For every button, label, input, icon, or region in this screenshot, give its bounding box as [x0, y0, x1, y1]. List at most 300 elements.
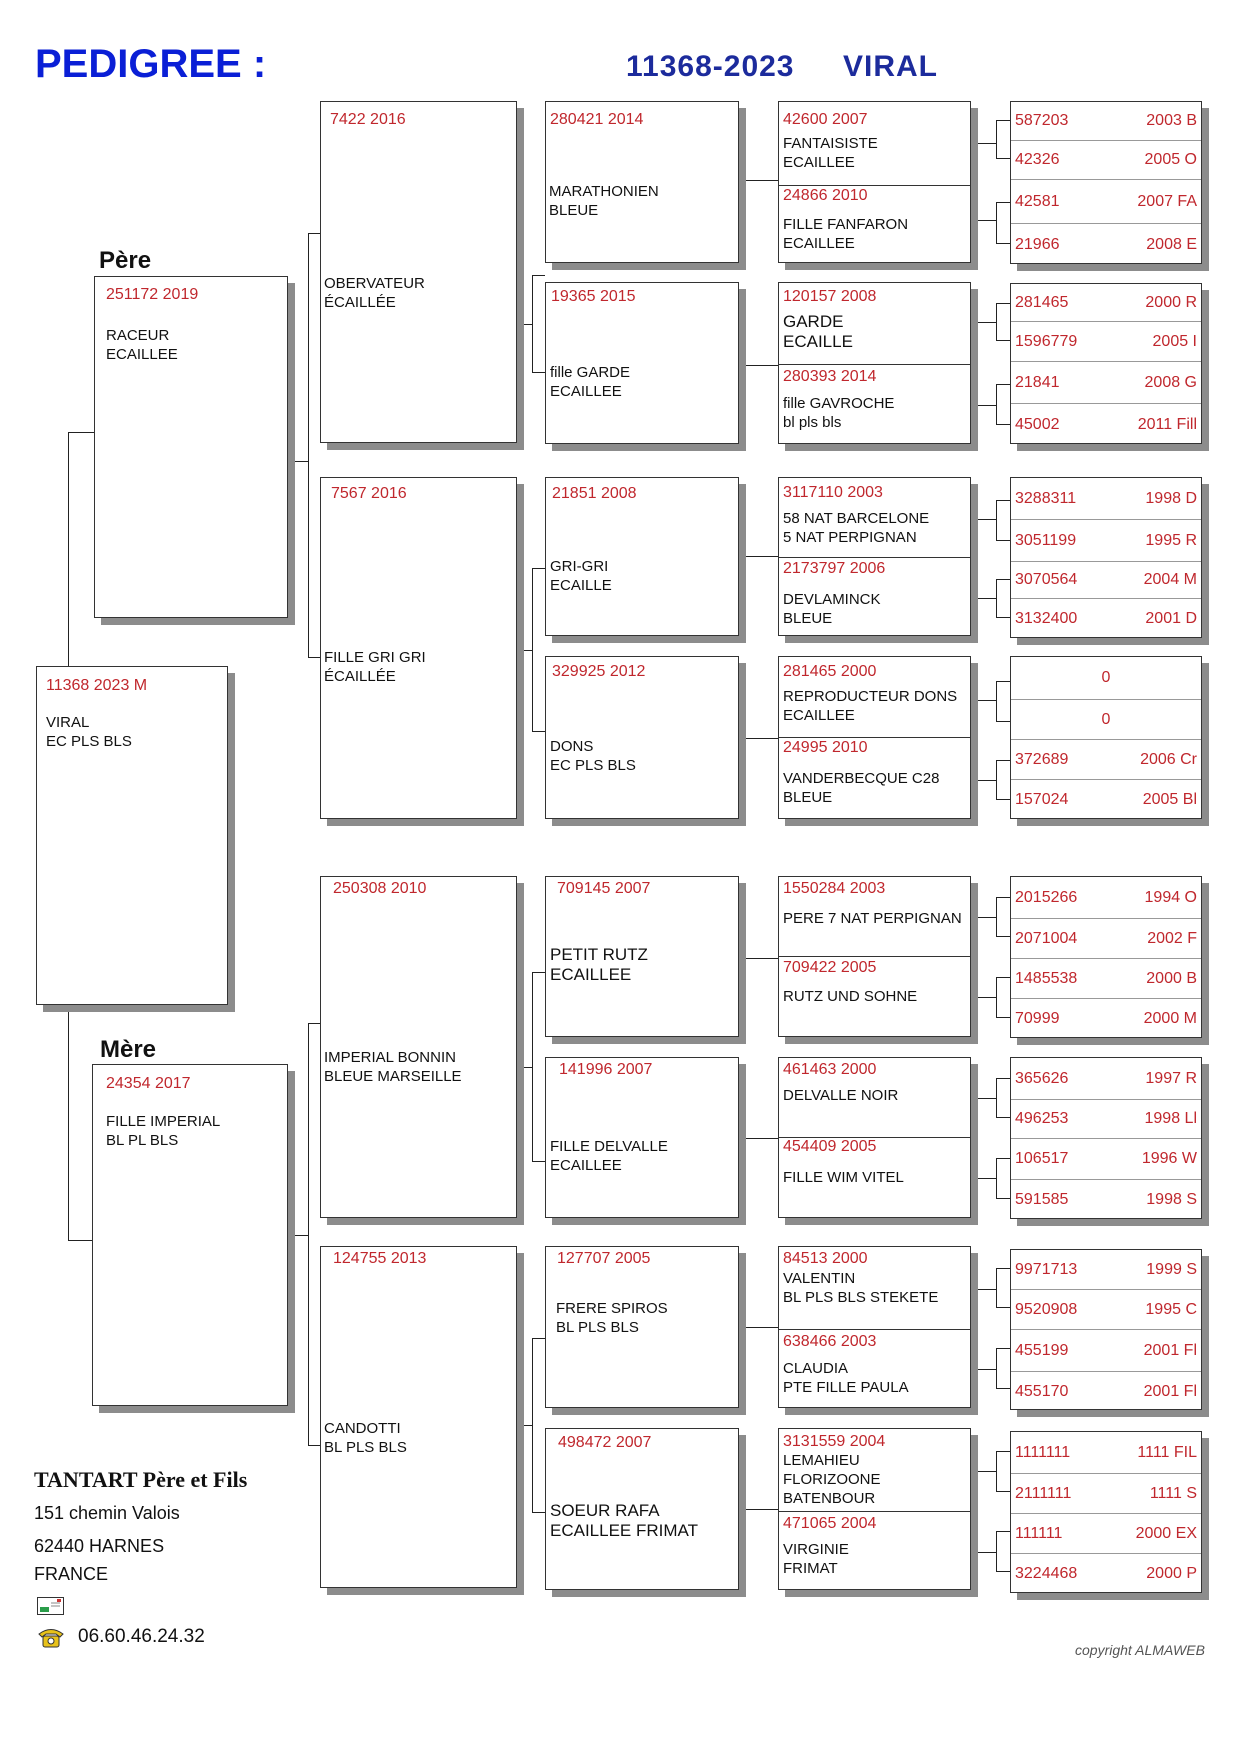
- gen5-ring: 587203: [1015, 112, 1069, 129]
- mother-label: Mère: [100, 1036, 157, 1063]
- connector-line: [996, 202, 997, 243]
- gen5-ring: 42581: [1015, 192, 1060, 210]
- gen4-ring: 281465 2000: [783, 663, 877, 680]
- connector-line: [996, 1198, 1010, 1199]
- gen5-row: [1011, 179, 1201, 223]
- ggp-text: SOEUR RAFA ECAILLEE FRIMAT: [550, 1501, 698, 1540]
- gen5-row: [1011, 699, 1201, 739]
- connector-line: [68, 432, 69, 666]
- gen5-row: [1011, 321, 1201, 361]
- gen5-year: 2005 I: [1152, 332, 1197, 350]
- grandparent-ring: 124755 2013: [333, 1250, 427, 1267]
- connector-line: [745, 365, 778, 366]
- ggp-text: fille GARDE ECAILLEE: [550, 364, 631, 400]
- connector-line: [977, 143, 996, 144]
- gen5-ring: 1596779: [1015, 332, 1078, 350]
- gen4-text: VANDERBECQUE C28 BLEUE: [783, 770, 940, 806]
- connector-line: [996, 1388, 1010, 1389]
- gen4-ring: 2173797 2006: [783, 560, 886, 577]
- ggp-box: [545, 876, 739, 1037]
- connector-line: [996, 120, 997, 158]
- gen5-year: 2005 O: [1144, 151, 1197, 168]
- father-ring: 251172 2019: [106, 286, 199, 303]
- ggp-ring: 141996 2007: [559, 1061, 653, 1078]
- connector-line: [996, 977, 1010, 978]
- gen5-ring: 1111111: [1015, 1443, 1071, 1461]
- connector-line: [996, 500, 1010, 501]
- gen5-row: [1011, 1329, 1201, 1371]
- connector-line: [996, 1078, 997, 1117]
- ggp-box: [545, 656, 739, 819]
- connector-line: [532, 1338, 545, 1339]
- connector-line: [996, 977, 997, 1017]
- connector-line: [996, 1531, 997, 1571]
- gen4-ring: 120157 2008: [783, 288, 877, 305]
- connector-line: [532, 1161, 545, 1162]
- connector-line: [308, 1023, 309, 1445]
- gen5-ring: 42326: [1015, 151, 1060, 168]
- gen5-year: 1996 W: [1141, 1150, 1197, 1167]
- connector-line: [532, 372, 545, 373]
- connector-line: [745, 1138, 778, 1139]
- connector-line: [532, 275, 545, 276]
- connector-line: [996, 1348, 997, 1388]
- gen5-box: [1010, 656, 1202, 819]
- connector-line: [996, 1451, 997, 1491]
- ggp-ring: 19365 2015: [551, 288, 636, 305]
- gen4-cell: [779, 102, 970, 185]
- gen4-text: REPRODUCTEUR DONS ECAILLEE: [783, 688, 958, 724]
- gen5-year: 2002 F: [1147, 929, 1197, 947]
- connector-line: [532, 1512, 545, 1513]
- subject-text: VIRAL EC PLS BLS: [46, 714, 132, 750]
- owner-street: 151 chemin Valois: [34, 1503, 180, 1523]
- grandparent-box: [320, 1246, 517, 1588]
- gen5-box: [1010, 283, 1202, 444]
- gen5-ring: 70999: [1015, 1010, 1060, 1027]
- connector-line: [977, 917, 996, 918]
- gen5-year: 2011 Fill: [1137, 415, 1197, 433]
- connector-line: [977, 1552, 996, 1553]
- connector-line: [996, 799, 1010, 800]
- gen4-cell: [779, 1058, 970, 1137]
- gen5-year: 1995 R: [1145, 531, 1197, 549]
- connector-line: [996, 1158, 997, 1198]
- gen4-cell: [779, 1511, 970, 1591]
- gen4-text: VALENTIN BL PLS BLS STEKETE: [783, 1270, 939, 1306]
- connector-line: [977, 780, 996, 781]
- connector-line: [977, 1471, 996, 1472]
- gen5-year: 1111 FIL: [1137, 1443, 1197, 1461]
- gen5-row: [1011, 918, 1201, 958]
- gen5-year: 1999 S: [1146, 1260, 1197, 1278]
- father-label: Père: [99, 247, 152, 274]
- connector-line: [996, 579, 997, 617]
- gen5-box: [1010, 1057, 1202, 1219]
- connector-line: [996, 500, 997, 540]
- gen5-row: [1011, 1058, 1201, 1099]
- gen4-ring: 24866 2010: [783, 187, 868, 204]
- gen5-box: [1010, 876, 1202, 1038]
- connector-line: [308, 233, 320, 234]
- gen5-ring: 3288311: [1015, 489, 1077, 507]
- ggp-box: [545, 1428, 739, 1590]
- gen4-ring: 42600 2007: [783, 111, 868, 128]
- gen5-ring: 455170: [1015, 1382, 1069, 1400]
- gen5-year: 1994 O: [1144, 888, 1197, 906]
- connector-line: [977, 1178, 996, 1179]
- gen4-text: GARDE ECAILLE: [783, 312, 853, 351]
- gen4-cell: [779, 283, 970, 364]
- gen5-year: 2005 Bl: [1142, 791, 1197, 808]
- mother-box: [92, 1064, 288, 1406]
- gen5-year: 1998 Ll: [1144, 1110, 1197, 1127]
- connector-line: [996, 120, 1010, 121]
- ggp-ring: 21851 2008: [552, 485, 637, 502]
- gen4-ring: 454409 2005: [783, 1138, 877, 1155]
- gen4-ring: 461463 2000: [783, 1061, 877, 1078]
- gen5-ring: 106517: [1015, 1150, 1069, 1167]
- gen4-cell: [779, 1137, 970, 1219]
- gen5-year: 1998 D: [1145, 489, 1197, 507]
- ggp-ring: 127707 2005: [557, 1250, 651, 1267]
- gen5-ring: 3132400: [1015, 610, 1078, 627]
- connector-line: [308, 657, 320, 658]
- connector-line: [977, 322, 996, 323]
- ring-number: 11368-2023: [626, 50, 795, 83]
- connector-line: [68, 432, 94, 433]
- gen5-year: 2001 D: [1145, 610, 1197, 627]
- gen5-row: [1011, 657, 1201, 699]
- father-text: RACEUR ECAILLEE: [106, 327, 178, 363]
- page-title: PEDIGREE :: [35, 42, 267, 86]
- owner-name: TANTART Père et Fils: [34, 1467, 248, 1492]
- ggp-ring: 709145 2007: [557, 880, 651, 897]
- gen5-year: 2003 B: [1146, 112, 1197, 129]
- connector-line: [977, 220, 996, 221]
- connector-line: [745, 1509, 778, 1510]
- grandparent-text: FILLE GRI GRI ÉCAILLÉE: [324, 649, 426, 685]
- connector-line: [996, 1348, 1010, 1349]
- grandparent-box: [320, 101, 517, 443]
- gen5-ring: 0: [1101, 710, 1111, 728]
- grandparent-ring: 7567 2016: [331, 485, 407, 502]
- grandparent-text: IMPERIAL BONNIN BLEUE MARSEILLE: [324, 1049, 462, 1085]
- gen5-year: 2000 EX: [1135, 1524, 1197, 1542]
- gen5-row: [1011, 519, 1201, 561]
- gen5-ring: 21966: [1015, 235, 1060, 253]
- gen5-ring: 157024: [1015, 791, 1069, 808]
- subject-ring: 11368 2023 M: [46, 677, 148, 694]
- gen4-text: DELVALLE NOIR: [783, 1087, 899, 1104]
- connector-line: [520, 324, 532, 325]
- connector-line: [996, 617, 1010, 618]
- ggp-box: [545, 1246, 739, 1408]
- gen4-ring: 1550284 2003: [783, 880, 886, 897]
- gen5-ring: 2015266: [1015, 888, 1078, 906]
- ggp-text: MARATHONIEN BLEUE: [549, 183, 659, 219]
- connector-line: [996, 897, 1010, 898]
- gen5-year: 1997 R: [1145, 1069, 1197, 1087]
- ggp-ring: 498472 2007: [558, 1434, 652, 1451]
- gen5-row: [1011, 877, 1201, 918]
- email-icon[interactable]: [37, 1597, 64, 1615]
- gen4-text: CLAUDIA PTE FILLE PAULA: [783, 1360, 909, 1396]
- connector-line: [996, 1078, 1010, 1079]
- gen4-text: 58 NAT BARCELONE 5 NAT PERPIGNAN: [783, 510, 930, 546]
- gen4-ring: 638466 2003: [783, 1333, 877, 1350]
- subject-box: [36, 666, 228, 1005]
- gen4-cell: [779, 1247, 970, 1329]
- connector-line: [996, 540, 1010, 541]
- pigeon-name: VIRAL: [843, 50, 938, 83]
- gen4-ring: 280393 2014: [783, 368, 877, 385]
- gen4-ring: 471065 2004: [783, 1515, 877, 1532]
- gen5-ring: 21841: [1015, 373, 1060, 391]
- connector-line: [996, 303, 997, 340]
- gen4-cell: [779, 364, 970, 445]
- connector-line: [996, 1158, 1010, 1159]
- connector-line: [996, 384, 997, 424]
- connector-line: [996, 1571, 1010, 1572]
- gen5-ring: 365626: [1015, 1069, 1069, 1087]
- ggp-text: GRI-GRI ECAILLE: [550, 558, 612, 594]
- gen4-ring: 709422 2005: [783, 959, 877, 976]
- gen5-year: 2001 Fl: [1143, 1382, 1197, 1400]
- owner-country: FRANCE: [34, 1564, 109, 1584]
- gen5-year: 1995 C: [1145, 1300, 1197, 1318]
- gen4-text: DEVLAMINCK BLEUE: [783, 591, 881, 627]
- gen5-year: 2007 FA: [1137, 192, 1197, 210]
- gen5-ring: 496253: [1015, 1110, 1069, 1127]
- gen5-year: 2004 M: [1143, 571, 1197, 588]
- connector-line: [68, 1240, 94, 1241]
- connector-line: [68, 1005, 69, 1240]
- gen4-ring: 3131559 2004: [783, 1433, 886, 1450]
- gen4-text: LEMAHIEU FLORIZOONE BATENBOUR: [783, 1452, 881, 1507]
- connector-line: [996, 1268, 997, 1307]
- copyright: copyright ALMAWEB: [1075, 1642, 1205, 1658]
- gen5-row: [1011, 1289, 1201, 1329]
- connector-line: [532, 972, 533, 1161]
- gen4-cell: [779, 185, 970, 264]
- gen4-pair-box: [778, 1057, 971, 1218]
- gen5-ring: 372689: [1015, 750, 1069, 768]
- grandparent-box: [320, 477, 517, 819]
- gen5-year: 2000 P: [1146, 1565, 1197, 1582]
- connector-line: [745, 180, 778, 181]
- gen4-pair-box: [778, 477, 971, 636]
- connector-line: [996, 936, 1010, 937]
- gen5-row: [1011, 102, 1201, 140]
- ggp-text: FRERE SPIROS BL PLS BLS: [556, 1300, 668, 1336]
- connector-line: [308, 233, 309, 657]
- connector-line: [745, 1327, 778, 1328]
- connector-line: [977, 997, 996, 998]
- connector-line: [290, 461, 308, 462]
- connector-line: [996, 681, 997, 721]
- gen5-row: [1011, 361, 1201, 403]
- gen4-text: FILLE WIM VITEL: [783, 1169, 904, 1186]
- gen5-row: [1011, 223, 1201, 265]
- grandparent-text: OBERVATEUR ÉCAILLÉE: [324, 275, 425, 311]
- connector-line: [996, 202, 1010, 203]
- gen5-box: [1010, 101, 1202, 264]
- gen5-row: [1011, 284, 1201, 321]
- connector-line: [996, 760, 997, 799]
- gen5-ring: 3070564: [1015, 571, 1078, 588]
- gen5-year: 2006 Cr: [1140, 750, 1197, 768]
- connector-line: [996, 579, 1010, 580]
- gen5-row: [1011, 403, 1201, 445]
- gen4-cell: [779, 737, 970, 820]
- gen5-row: [1011, 478, 1201, 519]
- gen5-year: 1998 S: [1146, 1191, 1197, 1208]
- gen5-row: [1011, 779, 1201, 820]
- connector-line: [996, 1491, 1010, 1492]
- gen4-cell: [779, 1429, 970, 1511]
- connector-line: [977, 700, 996, 701]
- connector-line: [745, 958, 778, 959]
- gen4-pair-box: [778, 101, 971, 263]
- owner-city: 62440 HARNES: [34, 1536, 165, 1556]
- gen4-text: fille GAVROCHE bl pls bls: [783, 395, 895, 431]
- gen5-ring: 0: [1101, 669, 1111, 686]
- gen5-row: [1011, 1138, 1201, 1179]
- ggp-text: DONS EC PLS BLS: [550, 738, 636, 774]
- gen5-ring: 455199: [1015, 1341, 1069, 1359]
- connector-line: [745, 556, 778, 557]
- connector-line: [996, 721, 1010, 722]
- gen5-row: [1011, 1371, 1201, 1411]
- connector-line: [996, 1117, 1010, 1118]
- connector-line: [996, 158, 1010, 159]
- gen5-box: [1010, 477, 1202, 638]
- gen5-row: [1011, 1099, 1201, 1138]
- gen4-cell: [779, 657, 970, 737]
- grandparent-box: [320, 876, 517, 1218]
- gen5-row: [1011, 1473, 1201, 1513]
- gen5-ring: 9971713: [1015, 1260, 1078, 1278]
- connector-line: [532, 1338, 533, 1512]
- gen5-ring: 3224468: [1015, 1565, 1078, 1582]
- gen5-ring: 2071004: [1015, 929, 1078, 947]
- gen5-year: 2000 R: [1145, 293, 1197, 311]
- grandparent-ring: 250308 2010: [333, 880, 427, 897]
- connector-line: [996, 303, 1010, 304]
- connector-line: [520, 1067, 532, 1068]
- gen4-cell: [779, 1329, 970, 1409]
- gen4-pair-box: [778, 282, 971, 444]
- gen5-ring: 3051199: [1015, 531, 1077, 549]
- ggp-ring: 329925 2012: [552, 663, 646, 680]
- ggp-box: [545, 101, 739, 263]
- connector-line: [977, 1289, 996, 1290]
- gen4-pair-box: [778, 1428, 971, 1590]
- connector-line: [977, 1098, 996, 1099]
- gen5-ring: 111111: [1015, 1524, 1063, 1542]
- connector-line: [977, 519, 996, 520]
- connector-line: [996, 340, 1010, 341]
- connector-line: [996, 1451, 1010, 1452]
- gen5-ring: 2111111: [1015, 1484, 1072, 1502]
- gen4-cell: [779, 557, 970, 637]
- ggp-box: [545, 477, 739, 636]
- gen4-text: VIRGINIE FRIMAT: [783, 1541, 849, 1577]
- gen4-text: FANTAISISTE ECAILLEE: [783, 135, 878, 171]
- gen4-cell: [779, 478, 970, 557]
- gen4-pair-box: [778, 876, 971, 1037]
- connector-line: [532, 972, 545, 973]
- gen5-year: 2008 G: [1144, 373, 1197, 391]
- connector-line: [308, 1023, 320, 1024]
- connector-line: [996, 1268, 1010, 1269]
- connector-line: [745, 738, 778, 739]
- gen5-ring: 281465: [1015, 293, 1069, 311]
- mother-text: FILLE IMPERIAL BL PL BLS: [106, 1113, 221, 1149]
- gen5-row: [1011, 739, 1201, 779]
- phone-icon[interactable]: [36, 1625, 66, 1649]
- connector-line: [308, 1445, 320, 1446]
- gen5-row: [1011, 1179, 1201, 1220]
- gen5-year: 1111 S: [1149, 1484, 1197, 1502]
- connector-line: [996, 243, 1010, 244]
- gen4-ring: 84513 2000: [783, 1250, 868, 1267]
- gen5-year: 2008 E: [1146, 235, 1197, 253]
- father-box: [94, 276, 288, 618]
- gen5-ring: 591585: [1015, 1191, 1069, 1208]
- gen4-cell: [779, 956, 970, 1038]
- ggp-box: [545, 282, 739, 444]
- gen5-row: [1011, 1513, 1201, 1553]
- gen5-row: [1011, 561, 1201, 598]
- grandparent-ring: 7422 2016: [330, 111, 406, 128]
- gen5-row: [1011, 1553, 1201, 1594]
- gen5-row: [1011, 1250, 1201, 1289]
- connector-line: [996, 897, 997, 936]
- connector-line: [996, 1017, 1010, 1018]
- connector-line: [532, 731, 545, 732]
- gen5-year: 2000 M: [1143, 1010, 1197, 1027]
- connector-line: [996, 760, 1010, 761]
- gen4-text: FILLE FANFARON ECAILLEE: [783, 216, 909, 252]
- mother-ring: 24354 2017: [106, 1075, 191, 1092]
- owner-phone[interactable]: 06.60.46.24.32: [78, 1626, 205, 1647]
- connector-line: [996, 681, 1010, 682]
- gen5-row: [1011, 598, 1201, 639]
- gen4-cell: [779, 877, 970, 956]
- connector-line: [996, 384, 1010, 385]
- gen5-box: [1010, 1249, 1202, 1410]
- connector-line: [520, 650, 532, 651]
- gen5-row: [1011, 958, 1201, 998]
- connector-line: [996, 1307, 1010, 1308]
- connector-line: [290, 1235, 308, 1236]
- gen4-ring: 24995 2010: [783, 739, 868, 756]
- ggp-box: [545, 1057, 739, 1218]
- ggp-text: FILLE DELVALLE ECAILLEE: [550, 1138, 668, 1174]
- gen5-row: [1011, 998, 1201, 1039]
- gen4-text: PERE 7 NAT PERPIGNAN: [783, 910, 962, 927]
- gen5-row: [1011, 1432, 1201, 1473]
- connector-line: [996, 1531, 1010, 1532]
- gen4-pair-box: [778, 1246, 971, 1408]
- gen4-pair-box: [778, 656, 971, 819]
- gen5-row: [1011, 140, 1201, 179]
- gen4-text: RUTZ UND SOHNE: [783, 988, 918, 1005]
- gen5-ring: 45002: [1015, 415, 1060, 433]
- connector-line: [532, 275, 533, 372]
